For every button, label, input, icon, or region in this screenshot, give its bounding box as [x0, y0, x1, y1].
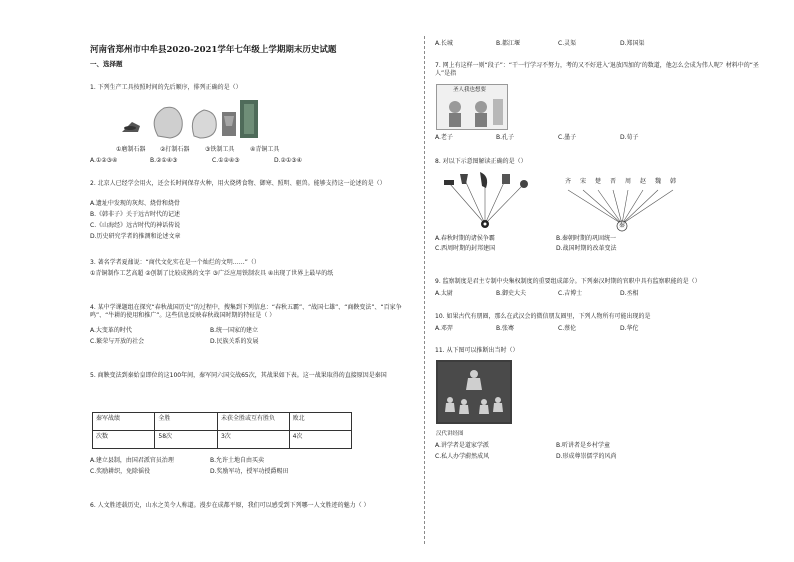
question-4-stem: 4. 某中学课题组在探究“春秋战国历史”的过程中，搜集到下列信息：“春秋五霸”、“战国七雄”、“商鞅变法”、“百家争鸣”、“牛耕的使用和推广”。这些信息反映春秋战国时期的特征是（ ）	[90, 304, 402, 319]
q5-option-c: C.奖励耕织，免除徭役	[90, 468, 151, 475]
script-character: 赵	[640, 178, 647, 185]
question-3-stem: 3. 著名学者夏鼐说：“商代文化实在是一个灿烂的文明……”（）	[90, 259, 260, 266]
q10-option-c: C.蔡伦	[558, 325, 577, 332]
table-row	[93, 413, 352, 431]
q8-option-b: B.秦朝时期的巩固统一	[556, 235, 617, 242]
stone-tools-illustration	[118, 96, 268, 142]
q1-option-b: B.②①④③	[150, 157, 178, 164]
battle-record-table	[92, 412, 352, 449]
q9-option-d: D.丞相	[620, 290, 639, 297]
question-10-stem: 10. 如果古代有朋圈，那么在武汉会的微信朋友圈里，下列人物所有可能出现的是	[435, 313, 651, 320]
table-cell: 3次	[217, 431, 289, 449]
q8-option-c: C.西周时期的封邦建国	[435, 245, 496, 252]
q3-options: ①青铜制作工艺高超 ②创制了比较成熟的文字 ③广泛应用铁制农具 ④出现了世界上最早的纸	[90, 270, 334, 277]
q4-option-a: A.大变革的时代	[90, 327, 132, 334]
q1-label-2: ②打制石器	[160, 146, 190, 153]
question-11-stem: 11. 从下图可以推断出当时（）	[435, 347, 519, 354]
table-cell: 次数	[93, 431, 155, 449]
q9-option-c: C.吉博士	[558, 290, 583, 297]
q2-option-b: B.《韩非子》关于远古时代的记述	[90, 211, 181, 218]
table-cell: 4次	[289, 431, 351, 449]
q1-option-c: C.①②④③	[212, 157, 240, 164]
question-5-stem: 5. 商鞅变法到秦始皇即位的这100年间，秦军同六国交战65次，其战果如下表。这一战果取得的直接原因是秦国	[90, 372, 387, 379]
script-character: 齐	[565, 178, 572, 185]
q9-option-b: B.御史大夫	[496, 290, 527, 297]
q8-option-d: D.战国时期的改革变法	[556, 245, 617, 252]
q10-option-a: A.邓羿	[435, 325, 453, 332]
sage-cartoon-caption: 圣人我也想要	[453, 87, 487, 93]
q2-option-c: C.《山海经》远古时代的神话传说	[90, 222, 181, 229]
q10-option-b: B.张骞	[496, 325, 515, 332]
q1-option-a: A.①②③④	[90, 157, 118, 164]
script-character: 宋	[580, 178, 587, 185]
q1-label-3: ③铁制工具	[205, 146, 235, 153]
q7-option-a: A.老子	[435, 134, 453, 141]
q1-label-1: ①磨制石器	[116, 146, 146, 153]
section-heading: 一、选择题	[90, 60, 123, 68]
question-6-stem: 6. 人文胜迹载历史，山水之美令人称道。漫步在成都平原，我们可以感受到下列哪一人文胜迹的魅力（ ）	[90, 502, 370, 509]
script-character: 晋	[610, 178, 617, 185]
table-header-cell: 未获全胜或互有胜负	[217, 413, 289, 431]
han-lecture-caption: 汉代讲经图	[436, 431, 464, 437]
q6-option-d: D.郑国渠	[620, 40, 645, 47]
table-header-cell: 全胜	[155, 413, 218, 431]
question-2-stem: 2. 北京人已经学会用火，还会长时间保存火种，用火烧烤食物、御寒、照明、驱兽。能够支持这一论述的是（）	[90, 180, 386, 187]
q5-option-b: B.允许土地自由买卖	[210, 457, 265, 464]
table-header-cell: 秦军战绩	[93, 413, 155, 431]
page-title: 河南省郑州市中牟县2020-2021学年七年级上学期期末历史试题	[90, 45, 337, 55]
q2-option-d: D.历史研究学者的推测和论述文章	[90, 233, 181, 240]
script-character: 楚	[595, 178, 602, 185]
script-character: 周	[625, 178, 632, 185]
column-divider	[424, 36, 425, 544]
question-9-stem: 9. 监察制度是君主专制中央集权制度的重要组成部分。下列秦汉时期的官职中具有监察职能的是（）	[435, 278, 701, 285]
q11-option-a: A.讲学者是道家学派	[435, 442, 489, 449]
q5-option-d: D.奖励军功，授军功授爵赐田	[210, 468, 289, 475]
q10-option-d: D.华佗	[620, 325, 639, 332]
table-row	[93, 431, 352, 449]
q6-option-a: A.长城	[435, 40, 453, 47]
question-1-stem: 1. 下列生产工具按照时间的先后顺序，排列正确的是（）	[90, 84, 242, 91]
q1-option-d: D.②①③④	[274, 157, 303, 164]
sage-cartoon-image	[436, 84, 508, 130]
q6-option-c: C.灵渠	[558, 40, 577, 47]
coins-fan-diagram	[440, 170, 540, 230]
q9-option-a: A.太尉	[435, 290, 453, 297]
han-lecture-relief-image	[436, 360, 512, 424]
q4-option-b: B.统一国家的建立	[210, 327, 259, 334]
script-character: 魏	[655, 178, 662, 185]
q11-option-d: D.形成尊崇儒学的风尚	[556, 453, 617, 460]
q7-option-b: B.孔子	[496, 134, 515, 141]
q11-option-b: B.听讲者是乡村学童	[556, 442, 611, 449]
table-header-cell: 败北	[289, 413, 351, 431]
q2-option-a: A.遗址中发现的灰烬、烧骨和烧骨	[90, 200, 180, 207]
script-character: 韩	[670, 178, 677, 185]
q4-option-d: D.民族关系的发展	[210, 338, 259, 345]
q5-option-a: A.建立县制，由国君派官员治理	[90, 457, 174, 464]
q4-option-c: C.繁荣与开放的社会	[90, 338, 145, 345]
q7-option-c: C.墨子	[558, 134, 577, 141]
q11-option-c: C.私人办学蔚然成风	[435, 453, 490, 460]
question-7-stem: 7. 网上有这样一则“段子”：“干一行学习不努力，考的又不好进入‘退放四加的’的数道，他怎么会成为伟人呢？材料中的“圣人”是指	[435, 62, 759, 77]
center-character: 秦	[619, 222, 626, 229]
question-8-stem: 8. 对以下示意图解读正确的是（）	[435, 158, 527, 165]
q8-option-a: A.春秋时期的诸侯争霸	[435, 235, 495, 242]
table-cell: 58次	[155, 431, 218, 449]
q7-option-d: D.荀子	[620, 134, 639, 141]
q6-option-b: B.都江堰	[496, 40, 521, 47]
q1-label-4: ④青铜工具	[250, 146, 280, 153]
characters-fan-diagram	[560, 176, 690, 232]
